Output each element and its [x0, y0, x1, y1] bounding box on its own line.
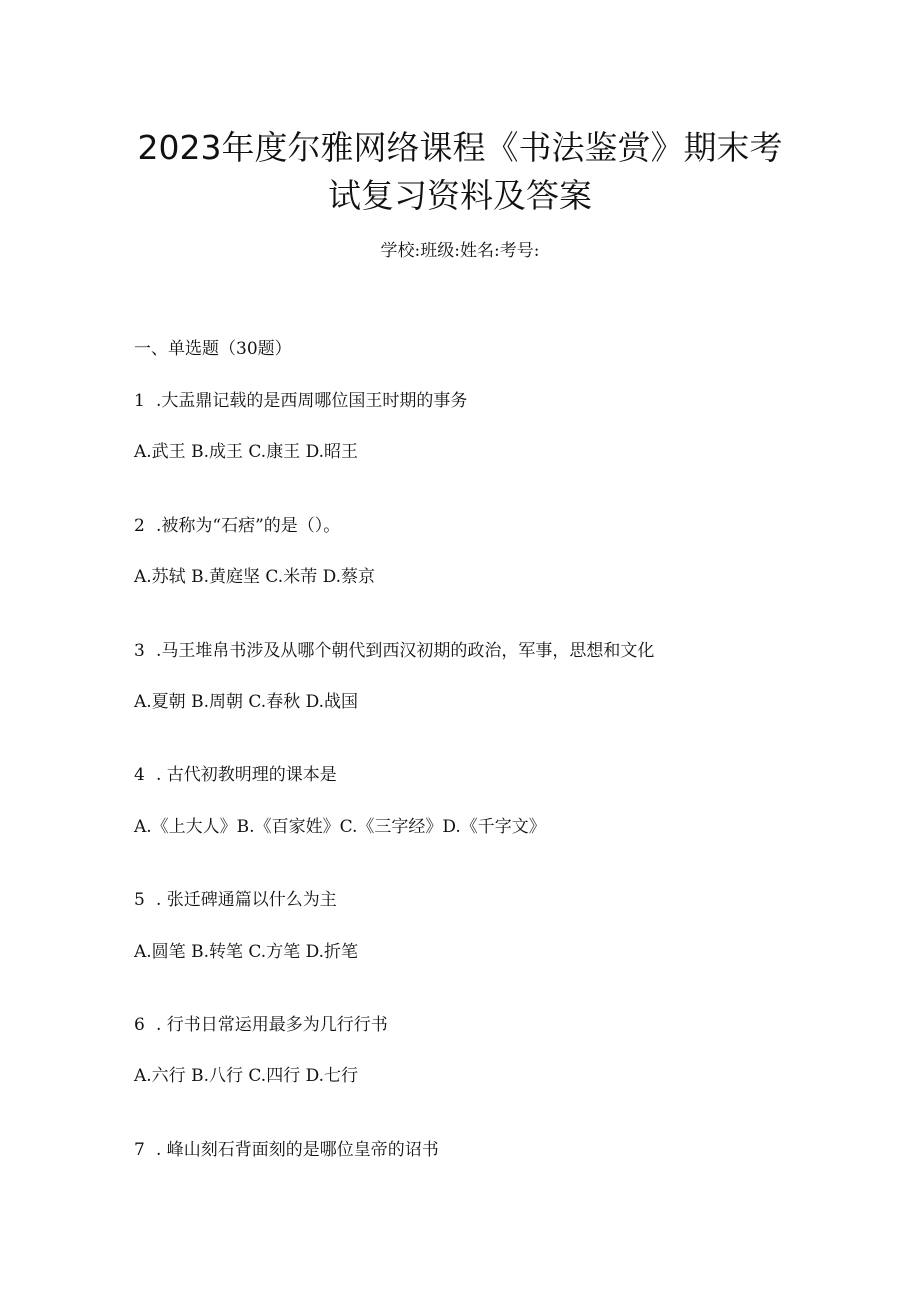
- question-1-options: A.武王 B.成王 C.康王 D.昭王: [134, 442, 359, 462]
- question-text: .马王堆帛书涉及从哪个朝代到西汉初期的政治，军事，思想和文化: [156, 641, 655, 661]
- question-number: 4: [134, 765, 145, 785]
- question-text: .被称为“石痞”的是（）。: [156, 516, 341, 536]
- question-3: [134, 639, 654, 663]
- question-5-options: A.圆笔 B.转笔 C.方笔 D.折笔: [134, 942, 359, 962]
- question-4: [134, 763, 337, 787]
- question-1: [134, 389, 467, 413]
- question-5: [134, 888, 337, 912]
- document-title-line-2: 试复习资料及答案: [328, 176, 592, 215]
- question-7: [134, 1138, 439, 1162]
- question-number: 1: [134, 391, 145, 411]
- question-text: . 峰山刻石背面刻的是哪位皇帝的诏书: [156, 1140, 439, 1160]
- section-heading: 一、单选题（30题）: [134, 339, 292, 359]
- question-number: 3: [134, 641, 145, 661]
- question-text: . 古代初教明理的课本是: [156, 765, 337, 785]
- question-2: [134, 514, 340, 538]
- question-2-options: A.苏轼 B.黄庭坚 C.米芾 D.蔡京: [134, 567, 376, 587]
- question-6: [134, 1013, 388, 1037]
- question-number: 6: [134, 1015, 145, 1035]
- question-text: . 行书日常运用最多为几行行书: [156, 1015, 388, 1035]
- question-text: . 张迁碑通篇以什么为主: [156, 890, 337, 910]
- question-4-options: A.《上大人》B.《百家姓》C.《三字经》D.《千字文》: [134, 817, 546, 837]
- question-number: 7: [134, 1140, 145, 1160]
- question-6-options: A.六行 B.八行 C.四行 D.七行: [134, 1066, 359, 1086]
- student-info-line: 学校:班级:姓名:考号:: [380, 241, 540, 261]
- question-3-options: A.夏朝 B.周朝 C.春秋 D.战国: [134, 692, 359, 712]
- question-text: .大盂鼎记载的是西周哪位国王时期的事务: [156, 391, 468, 411]
- document-title-line-1: 2023年度尔雅网络课程《书法鉴赏》期末考: [137, 128, 783, 167]
- question-number: 2: [134, 516, 145, 536]
- question-number: 5: [134, 890, 145, 910]
